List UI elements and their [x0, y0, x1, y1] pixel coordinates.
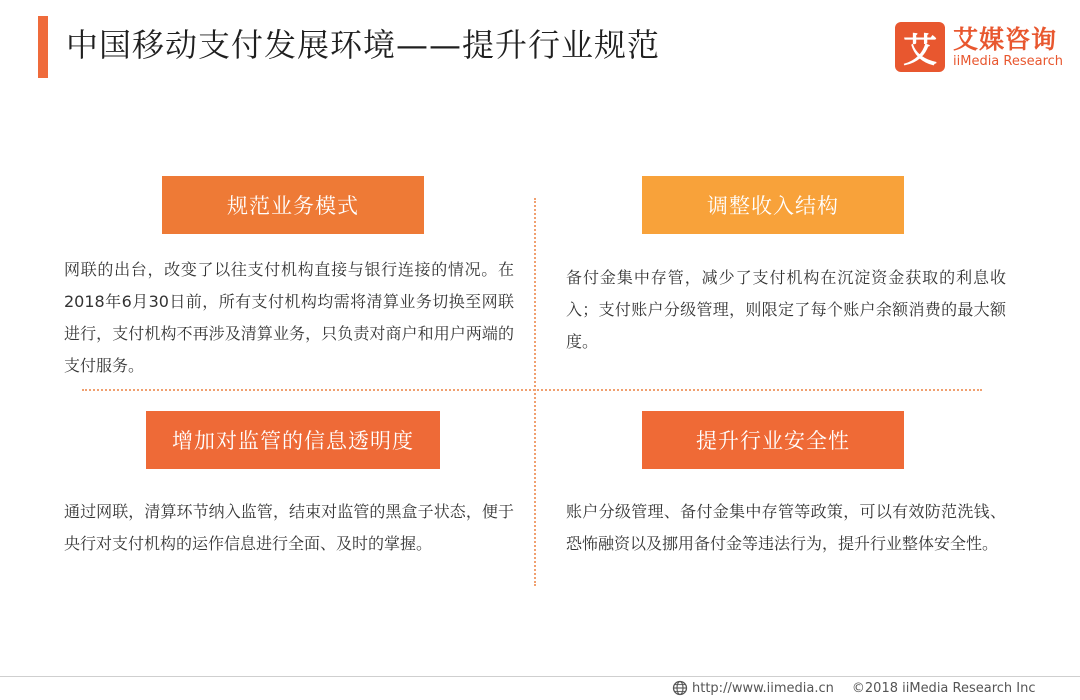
- section-text-transparency: 通过网联，清算环节纳入监管，结束对监管的黑盒子状态，便于央行对支付机构的运作信息进行全面、及时的掌握。: [64, 502, 514, 553]
- horizontal-divider: [82, 389, 982, 391]
- globe-icon: [672, 680, 688, 696]
- section-heading-transparency: 增加对监管的信息透明度: [146, 411, 440, 469]
- section-heading-business-model: 规范业务模式: [162, 176, 424, 234]
- section-text-safety: 账户分级管理、备付金集中存管等政策，可以有效防范洗钱、恐怖融资以及挪用备付金等违法行为，提升行业整体安全性。: [566, 502, 1006, 553]
- section-heading-safety: 提升行业安全性: [642, 411, 904, 469]
- footer-copyright: ©2018 iiMedia Research Inc: [851, 680, 1036, 696]
- section-heading-income-structure: 调整收入结构: [642, 176, 904, 234]
- vertical-divider: [534, 198, 536, 586]
- logo-mark: 艾: [895, 22, 945, 72]
- section-text-income-structure: 备付金集中存管，减少了支付机构在沉淀资金获取的利息收入；支付账户分级管理，则限定了每个账户余额消费的最大额度。: [566, 268, 1006, 351]
- section-text-business-model: 网联的出台，改变了以往支付机构直接与银行连接的情况。在2018年6月30日前，所有支付机构均需将清算业务切换至网联进行，支付机构不再涉及清算业务，只负责对商户和用户两端的支付服务。: [64, 260, 514, 375]
- logo-name-cn: 艾媒咨询: [953, 25, 1058, 54]
- footer: [672, 678, 1076, 698]
- footer-divider: [0, 676, 1080, 677]
- page-title: 中国移动支付发展环境——提升行业规范: [66, 26, 661, 64]
- logo-name-en: iiMedia Research: [953, 54, 1064, 69]
- title-accent-bar: [38, 16, 48, 78]
- footer-url[interactable]: http://www.iimedia.cn: [692, 680, 834, 696]
- iimedia-logo: [895, 20, 1075, 76]
